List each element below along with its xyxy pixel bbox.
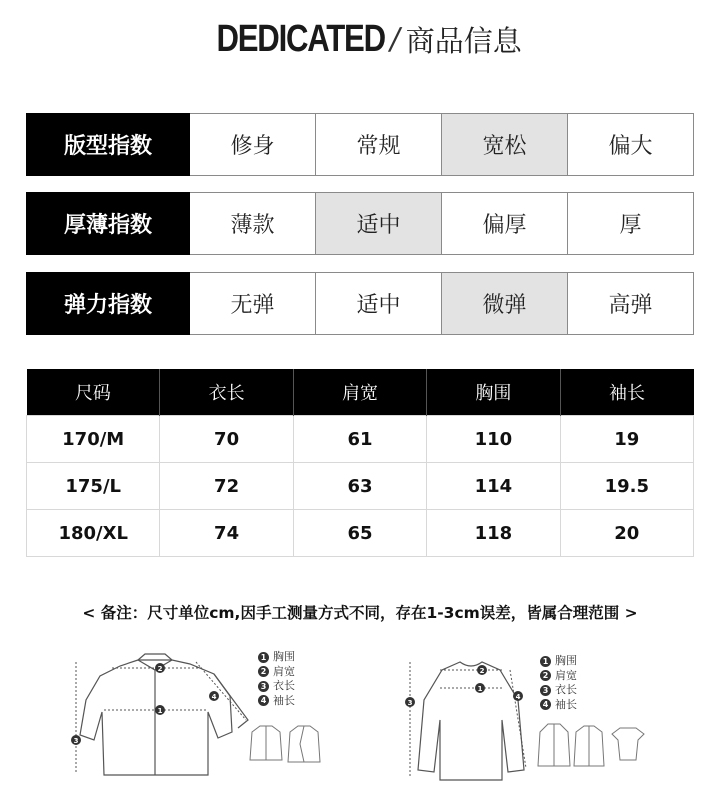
elasticity-option: 高弹 bbox=[568, 273, 694, 335]
shirt-measurement-diagram bbox=[20, 640, 360, 800]
legend-number: 1 bbox=[258, 652, 269, 663]
table-cell: 20 bbox=[560, 510, 693, 557]
svg-text:2: 2 bbox=[479, 667, 485, 675]
page-header bbox=[0, 14, 720, 64]
thickness-option-selected: 适中 bbox=[316, 193, 442, 255]
svg-text:1: 1 bbox=[157, 707, 163, 715]
size-table-header bbox=[27, 369, 694, 416]
fit-index-label: 版型指数 bbox=[27, 114, 190, 176]
brand-logo: DEDICATED bbox=[216, 17, 386, 60]
table-cell: 61 bbox=[293, 416, 426, 463]
legend-label: 袖长 bbox=[273, 693, 295, 707]
legend-number: 2 bbox=[258, 666, 269, 677]
svg-text:1: 1 bbox=[477, 685, 483, 693]
fit-option: 修身 bbox=[190, 114, 316, 176]
legend-item bbox=[258, 650, 295, 665]
title-divider: / bbox=[386, 21, 403, 57]
column-header: 袖长 bbox=[560, 369, 693, 416]
column-header: 尺码 bbox=[27, 369, 160, 416]
table-cell: 72 bbox=[160, 463, 293, 510]
legend-label: 肩宽 bbox=[555, 668, 577, 682]
legend-item bbox=[540, 669, 577, 684]
legend-number: 2 bbox=[540, 670, 551, 681]
svg-text:4: 4 bbox=[515, 693, 521, 701]
elasticity-index-table bbox=[26, 272, 694, 335]
fit-index-table bbox=[26, 113, 694, 176]
legend-label: 袖长 bbox=[555, 697, 577, 711]
table-cell: 110 bbox=[427, 416, 560, 463]
shirt-legend bbox=[258, 650, 295, 708]
thickness-index-table bbox=[26, 192, 694, 255]
table-cell: 175/L bbox=[27, 463, 160, 510]
svg-text:4: 4 bbox=[211, 693, 217, 701]
legend-item bbox=[258, 679, 295, 694]
table-cell: 170/M bbox=[27, 416, 160, 463]
table-row bbox=[27, 416, 694, 463]
column-header: 衣长 bbox=[160, 369, 293, 416]
elasticity-option-selected: 微弹 bbox=[442, 273, 568, 335]
legend-label: 肩宽 bbox=[273, 664, 295, 678]
legend-number: 1 bbox=[540, 656, 551, 667]
measurement-note: < 备注：尺寸单位cm,因手工测量方式不同，存在1-3cm误差，皆属合理范围 > bbox=[82, 604, 638, 622]
size-table bbox=[26, 369, 694, 557]
table-cell: 19 bbox=[560, 416, 693, 463]
table-cell: 114 bbox=[427, 463, 560, 510]
thickness-index-label: 厚薄指数 bbox=[27, 193, 190, 255]
elasticity-index-label: 弹力指数 bbox=[27, 273, 190, 335]
thickness-option: 偏厚 bbox=[442, 193, 568, 255]
thickness-option: 薄款 bbox=[190, 193, 316, 255]
legend-number: 4 bbox=[258, 695, 269, 706]
legend-label: 胸围 bbox=[273, 650, 295, 663]
legend-item bbox=[258, 665, 295, 680]
legend-item bbox=[540, 698, 577, 713]
legend-item bbox=[540, 683, 577, 698]
table-cell: 180/XL bbox=[27, 510, 160, 557]
fit-option: 常规 bbox=[316, 114, 442, 176]
fit-option-selected: 宽松 bbox=[442, 114, 568, 176]
legend-item bbox=[540, 654, 577, 669]
svg-text:3: 3 bbox=[73, 737, 79, 745]
table-cell: 19.5 bbox=[560, 463, 693, 510]
column-header: 胸围 bbox=[427, 369, 560, 416]
table-cell: 65 bbox=[293, 510, 426, 557]
table-cell: 63 bbox=[293, 463, 426, 510]
elasticity-option: 无弹 bbox=[190, 273, 316, 335]
sweater-legend bbox=[540, 654, 577, 712]
fit-option: 偏大 bbox=[568, 114, 694, 176]
svg-text:3: 3 bbox=[407, 699, 413, 707]
table-row bbox=[27, 463, 694, 510]
legend-item bbox=[258, 694, 295, 709]
table-cell: 118 bbox=[427, 510, 560, 557]
elasticity-option: 适中 bbox=[316, 273, 442, 335]
thickness-option: 厚 bbox=[568, 193, 694, 255]
legend-label: 衣长 bbox=[273, 679, 295, 692]
table-cell: 74 bbox=[160, 510, 293, 557]
legend-label: 胸围 bbox=[555, 654, 577, 667]
page-title: 商品信息 bbox=[405, 23, 522, 58]
legend-number: 3 bbox=[258, 681, 269, 692]
table-cell: 70 bbox=[160, 416, 293, 463]
table-row bbox=[27, 510, 694, 557]
legend-number: 4 bbox=[540, 699, 551, 710]
legend-label: 衣长 bbox=[555, 683, 577, 696]
svg-text:2: 2 bbox=[157, 665, 163, 673]
sweater-measurement-diagram bbox=[380, 640, 720, 800]
legend-number: 3 bbox=[540, 685, 551, 696]
column-header: 肩宽 bbox=[293, 369, 426, 416]
shirt-diagram-icon bbox=[20, 640, 360, 800]
